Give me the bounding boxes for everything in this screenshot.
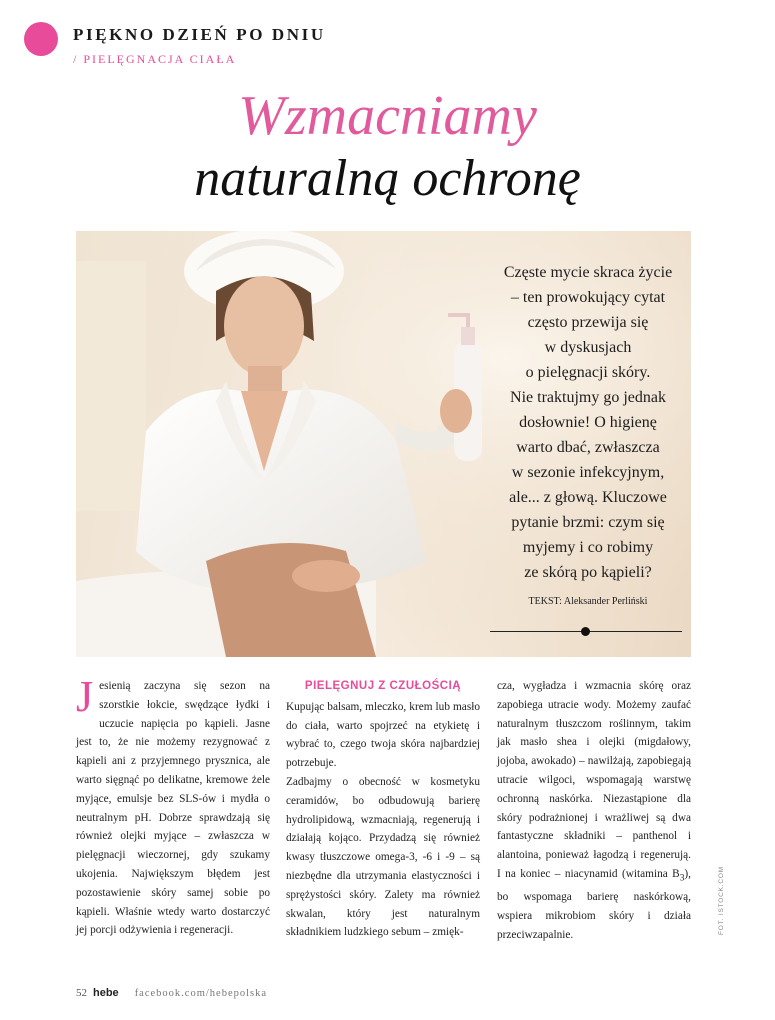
- section-title: PIĘKNO DZIEŃ PO DNIU: [73, 25, 326, 44]
- lead-line: w dyskusjach: [544, 339, 632, 356]
- lead-line: warto dbać, zwłaszcza: [516, 439, 660, 456]
- social-link[interactable]: facebook.com/hebepolska: [134, 988, 268, 999]
- lead-line: myjemy i co robimy: [522, 539, 654, 556]
- section-subtitle: / PIELĘGNACJA CIAŁA: [73, 52, 237, 66]
- page-footer: [76, 987, 267, 999]
- photo-credit: FOT. ISTOCK.COM: [718, 866, 725, 935]
- lead-line: o pielęgnacji skóry.: [525, 364, 651, 381]
- lead-line: dosłownie! O higienę: [519, 414, 657, 431]
- author-credit: TEKST: Aleksander Perliński: [528, 596, 648, 607]
- brand-logo: hebe: [93, 987, 119, 999]
- subscript: 3: [679, 873, 685, 884]
- lead-line: ze skórą po kąpieli?: [524, 564, 652, 581]
- lead-line: pytanie brzmi: czym się: [511, 514, 665, 531]
- page-number: 52: [76, 987, 87, 999]
- body-paragraph: Zadbajmy o obecność w kosmetyku ceramidów, bo odbudowują barierę hydrolipidową, wzmacniają, regenerują i działają kojąco. Przydadzą się również kwasy tłuszczowe omega-3, -6 i -9 – są niezbędne dla utrzymania elastyczności i sprężystości skóry. Zalety ma również skwalan, który jest naturalnym składnikiem ludzkiego sebum – zmięk-: [286, 775, 480, 939]
- headline-line-1: Wzmacniamy: [238, 85, 537, 147]
- lead-line: Nie traktujmy go jednak: [510, 389, 666, 406]
- lead-paragraph: [488, 260, 688, 585]
- headline-line-2: naturalną ochronę: [194, 150, 581, 207]
- body-text: esienią zaczyna się sezon na szorstkie łokcie, swędzące łydki i uczucie napięcia po kąpieli. Jasne jest to, że nie możemy rezygnować z kąpieli ani z przyjemnego prysznica, ale warto sięgnąć po delikatne, kremowe żele myjące, emulsje bez SLS-ów i mydła o neutralnym pH. Dobrze sprawdzają się również olejki myjące – zwłaszcza w pielęgnacji wieczornej, gdy szukamy ukojenia. Największym błędem jest pozostawienie skóry samej sobie po kąpieli. Właśnie wtedy warto dostarczyć jej porcji odżywienia i regeneracji.: [76, 680, 270, 937]
- lead-line: – ten prowokujący cytat: [510, 289, 666, 306]
- lead-line: często przewija się: [527, 314, 649, 331]
- body-column-3: [497, 677, 691, 944]
- divider-dot: [581, 627, 590, 636]
- lead-line: ale... z głową. Kluczowe: [509, 489, 667, 506]
- lead-line: Częste mycie skraca życie: [503, 264, 673, 281]
- body-column-2: [286, 677, 480, 942]
- section-marker-dot: [24, 22, 58, 56]
- drop-cap: J: [76, 672, 94, 721]
- body-text: ), bo wspomaga barierę naskórkową, wspiera mikrobiom skóry i działa przeciwzapalnie.: [497, 867, 691, 941]
- body-column-1: [76, 672, 270, 940]
- subheading: PIELĘGNUJ Z CZUŁOŚCIĄ: [304, 680, 462, 692]
- body-text: cza, wygładza i wzmacnia skórę oraz zapobiega utracie wody. Możemy zaufać naturalnym tłuszczom roślinnym, takim jak masło shea i olejki (migdałowy, jojoba, awokado) – nawilżają, zapobiegają utracie wilgoci, wspomagają warstwę ochronną naskórka. Niezastąpione dla skóry podrażnionej i wrażliwej są dwa fantastyczne składniki – panthenol i alantoina, ponieważ łagodzą i regenerują. I na koniec – niacynamid (witamina B: [497, 680, 691, 880]
- lead-line: w sezonie infekcyjnym,: [511, 464, 665, 481]
- body-paragraph: Kupując balsam, mleczko, krem lub masło do ciała, warto spojrzeć na etykietę i wybrać to, czego twoja skóra najbardziej potrzebuje.: [286, 700, 480, 770]
